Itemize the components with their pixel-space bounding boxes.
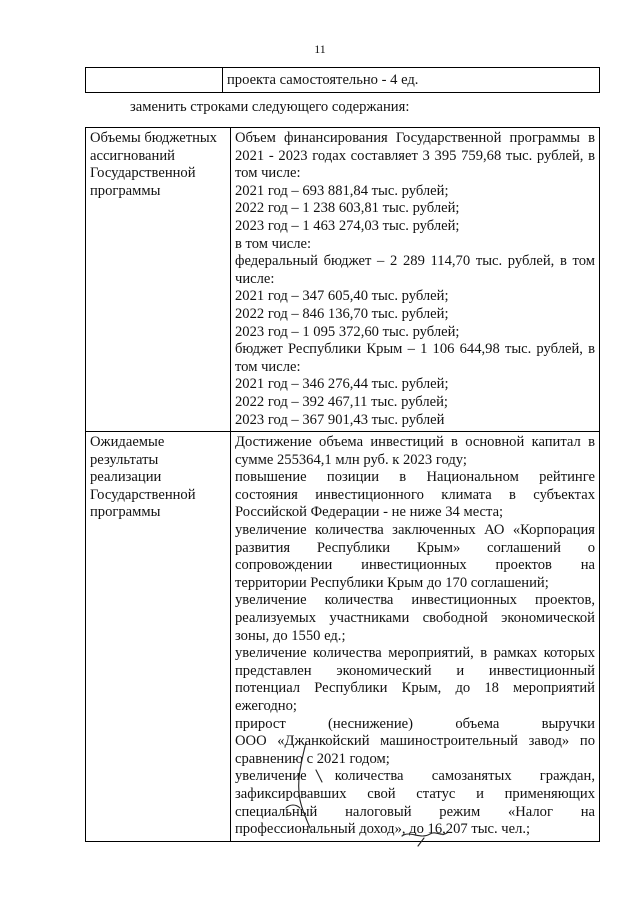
- row-content-line: ООО «Джанкойский машиностроительный завод» по: [235, 733, 595, 750]
- row-label-line: программы: [90, 504, 161, 521]
- row-content-line: увеличение количества самозанятых граждан,: [235, 768, 595, 785]
- row-label-line: реализации: [90, 469, 162, 486]
- row-content-line: 2023 год – 367 901,43 тыс. рублей: [235, 411, 445, 428]
- row-content-line: Объем финансирования Государственной программы в: [235, 130, 595, 146]
- row-label-line: Объемы бюджетных: [90, 130, 217, 146]
- row-content-line: зафиксировавших свой статус и применяющих: [235, 785, 595, 802]
- empty-cell: [86, 68, 223, 93]
- row-content-line: федеральный бюджет – 2 289 114,70 тыс. рублей, в том: [235, 253, 595, 270]
- row-content-line: развития Республики Крым» соглашений о: [235, 539, 595, 556]
- row-label-line: Ожидаемые: [90, 434, 165, 451]
- table-row: [86, 432, 600, 842]
- row-label-line: Государственной: [90, 165, 196, 182]
- row-content-line: 2022 год – 846 136,70 тыс. рублей;: [235, 305, 449, 322]
- row-content-results: [231, 432, 600, 842]
- row-content-line: 2022 год – 392 467,11 тыс. рублей;: [235, 393, 448, 410]
- table-row: [86, 68, 600, 93]
- row-content-line: увеличение количества мероприятий, в рамках которых: [235, 645, 595, 662]
- row-content-line: 2023 год – 1 463 274,03 тыс. рублей;: [235, 217, 460, 234]
- row-label-line: результаты: [90, 451, 159, 468]
- row-content-line: том числе:: [235, 165, 301, 182]
- row-content-line: состояния инвестиционного климата в субъектах: [235, 486, 595, 503]
- row-content-line: 2021 год – 347 605,40 тыс. рублей;: [235, 288, 449, 305]
- program-passport-table: [85, 127, 600, 842]
- row-label-results: [86, 432, 231, 842]
- row-content-budget: [231, 128, 600, 432]
- row-content-line: 2022 год – 1 238 603,81 тыс. рублей;: [235, 200, 460, 217]
- row-label-line: Государственной: [90, 486, 196, 503]
- row-content-line: сравнению с 2021 годом;: [235, 750, 390, 767]
- row-content-line: зоны, до 1550 ед.;: [235, 627, 346, 644]
- row-content-line: повышение позиции в Национальном рейтинге: [235, 469, 595, 486]
- row-content-line: прирост (неснижение) объема выручки: [235, 715, 595, 732]
- page-number: 11: [314, 42, 326, 56]
- continuation-table: [85, 67, 600, 93]
- row-content-line: Достижение объема инвестиций в основной капитал в: [235, 434, 595, 451]
- row-content-line: Российской Федерации - не ниже 34 места;: [235, 504, 504, 521]
- row-content-line: бюджет Республики Крым – 1 106 644,98 тыс. рублей, в: [235, 341, 595, 358]
- row-content-line: 2021 год – 346 276,44 тыс. рублей;: [235, 376, 449, 393]
- row-content-line: числе:: [235, 270, 275, 287]
- row-label-line: ассигнований: [90, 147, 175, 164]
- row-content-line: территории Республики Крым до 170 соглашений;: [235, 574, 549, 591]
- row-content-line: потенциал Республики Крым, до 18 мероприятий: [235, 680, 595, 697]
- table-row: [86, 128, 600, 432]
- row-content-line: ежегодно;: [235, 698, 297, 714]
- row-content-line: сопровождении инвестиционных проектов на: [235, 557, 595, 574]
- row-content-line: специальный налоговый режим «Налог на: [235, 803, 595, 820]
- row-content-line: 2023 год – 1 095 372,60 тыс. рублей;: [235, 323, 460, 340]
- row-content-line: в том числе:: [235, 235, 312, 252]
- row-content-line: реализуемых участниками свободной экономической: [235, 610, 595, 627]
- row-content-line: 2021 год – 693 881,84 тыс. рублей;: [235, 182, 449, 199]
- row-label-line: программы: [90, 182, 161, 199]
- row-content-line: 2021 - 2023 годах составляет 3 395 759,68 тыс. рублей, в: [235, 147, 595, 164]
- row-content-line: представлен экономический и инвестиционный: [235, 662, 595, 679]
- row-content-line: профессиональный доход», до 16,207 тыс. чел.;: [235, 821, 531, 838]
- instruction-text: заменить строками следующего содержания:: [130, 99, 410, 115]
- row-label-budget: [86, 128, 231, 432]
- row-content-line: том числе:: [235, 358, 301, 375]
- row-content-line: сумме 255364,1 млн руб. к 2023 году;: [235, 451, 467, 468]
- row-content-line: увеличение количества инвестиционных проектов,: [235, 592, 595, 609]
- row-content-line: увеличение количества заключенных АО «Корпорация: [235, 522, 595, 539]
- continuation-cell: проекта самостоятельно - 4 ед.: [223, 68, 600, 93]
